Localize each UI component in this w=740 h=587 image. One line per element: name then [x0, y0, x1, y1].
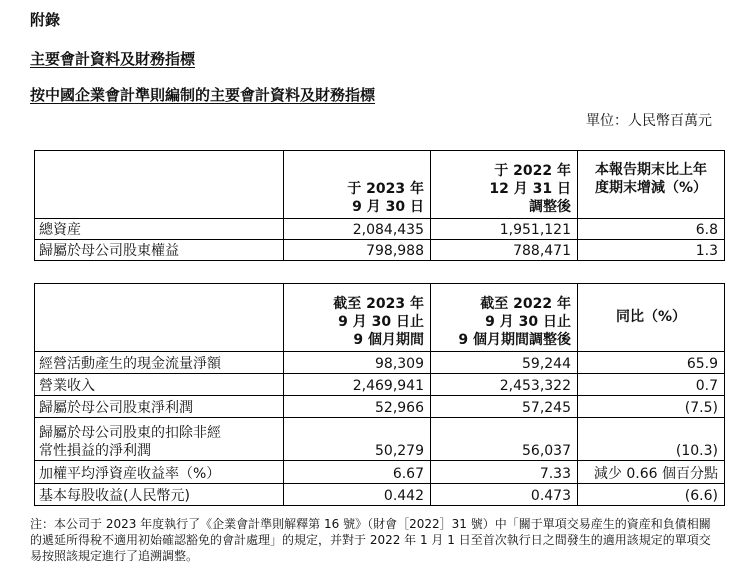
header-line: 截至 2023 年 — [333, 296, 424, 312]
header-line: 9 月 30 日 — [352, 199, 424, 215]
unit-label: 單位：人民幣百萬元 — [586, 113, 712, 129]
value-cell: 7.33 — [431, 461, 578, 484]
value-cell: 2,084,435 — [284, 219, 431, 240]
header-line: 調整後 — [529, 199, 571, 215]
value-cell: 56,037 — [431, 418, 578, 461]
value-cell: 52,966 — [284, 396, 431, 418]
value-cell: 0.473 — [431, 484, 578, 506]
header-line: 9 月 30 日止 — [338, 314, 424, 330]
header-line: 于 2022 年 — [494, 163, 571, 179]
table-row — [35, 219, 725, 240]
header-line: 本報告期末比上年 — [595, 162, 707, 178]
row-label: 總資産 — [35, 219, 284, 240]
table-row — [35, 418, 725, 461]
value-cell: 1,951,121 — [431, 219, 578, 240]
row-label-line: 歸屬於母公司股東的扣除非經 — [39, 425, 221, 441]
table-row — [35, 396, 725, 418]
row-label: 營業收入 — [35, 374, 284, 396]
value-cell: (10.3) — [578, 418, 725, 461]
header-line: 9 個月期間調整後 — [458, 332, 571, 348]
income-table — [34, 283, 725, 506]
value-cell: 6.67 — [284, 461, 431, 484]
value-cell: 59,244 — [431, 352, 578, 374]
table-row — [35, 352, 725, 374]
header-line: 9 月 30 日止 — [485, 314, 571, 330]
table-header-row — [35, 151, 725, 219]
value-cell: 0.442 — [284, 484, 431, 506]
value-cell: 798,988 — [284, 240, 431, 261]
header-cell — [578, 284, 725, 352]
table-row — [35, 240, 725, 261]
footnote: 注：本公司于 2023 年度執行了《企業會計準則解釋第 16 號》（財會［2022］31 號）中「關于單項交易産生的資産和負債相關的遞延所得稅不適用初始確認豁免的會計處理」的規定，并對于 2022 年 1 月 1 日至首次執行日之間發生的適用該規定的單項交易按照該規定進行了追溯調整。 — [30, 517, 711, 563]
value-cell: 98,309 — [284, 352, 431, 374]
value-cell: 減少 0.66 個百分點 — [578, 461, 725, 484]
value-cell: 1.3 — [578, 240, 725, 261]
row-label — [35, 418, 284, 461]
header-cell — [284, 151, 431, 219]
row-label: 加權平均淨資産收益率（%） — [35, 461, 284, 484]
header-line: 于 2023 年 — [347, 181, 424, 197]
row-label: 經營活動產生的現金流量淨額 — [35, 352, 284, 374]
table-row — [35, 461, 725, 484]
row-label: 歸屬於母公司股東淨利潤 — [35, 396, 284, 418]
value-cell: 57,245 — [431, 396, 578, 418]
header-cell — [431, 284, 578, 352]
header-line: 9 個月期間 — [353, 332, 424, 348]
row-label-line: 常性損益的淨利潤 — [39, 443, 151, 459]
sub-title: 按中國企業會計準則編制的主要會計資料及財務指標 — [30, 86, 376, 104]
header-cell — [35, 151, 284, 219]
value-cell: 65.9 — [578, 352, 725, 374]
header-line: 截至 2022 年 — [480, 296, 571, 312]
value-cell: 6.8 — [578, 219, 725, 240]
header-cell — [284, 284, 431, 352]
row-label: 歸屬於母公司股東權益 — [35, 240, 284, 261]
header-cell — [35, 284, 284, 352]
balance-table — [34, 150, 725, 261]
table-row — [35, 484, 725, 506]
main-title: 主要會計資料及財務指標 — [30, 50, 196, 68]
value-cell: 788,471 — [431, 240, 578, 261]
header-cell — [578, 151, 725, 219]
value-cell: (7.5) — [578, 396, 725, 418]
value-cell: 0.7 — [578, 374, 725, 396]
header-line: 同比（%） — [615, 308, 687, 325]
table-row — [35, 374, 725, 396]
header-line: 度期末增減（%） — [594, 180, 708, 196]
row-label: 基本每股收益(人民幣元) — [35, 484, 284, 506]
header-cell — [431, 151, 578, 219]
value-cell: (6.6) — [578, 484, 725, 506]
table-header-row — [35, 284, 725, 352]
value-cell: 2,469,941 — [284, 374, 431, 396]
header-line: 12 月 31 日 — [489, 181, 571, 197]
value-cell: 2,453,322 — [431, 374, 578, 396]
appendix-heading: 附錄 — [30, 11, 61, 29]
value-cell: 50,279 — [284, 418, 431, 461]
